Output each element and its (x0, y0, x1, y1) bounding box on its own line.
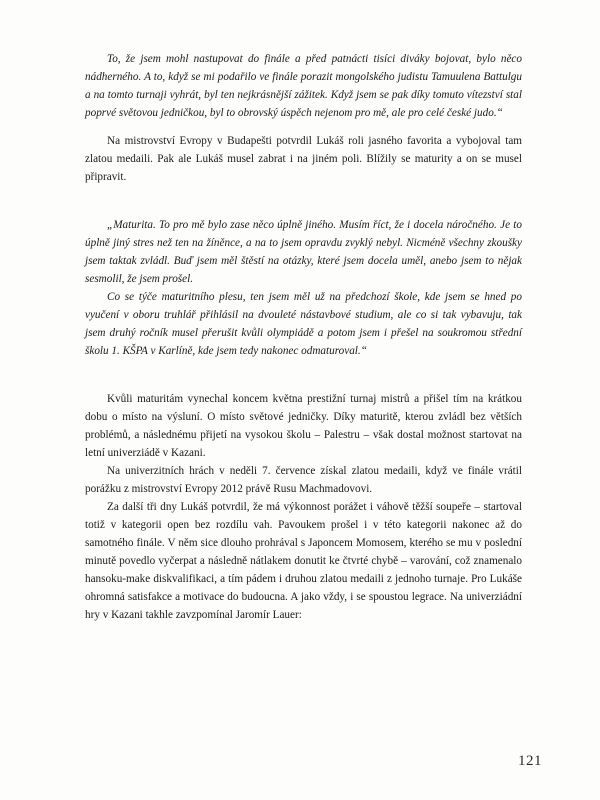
page-number: 121 (518, 753, 542, 769)
paragraph: Kvůli maturitám vynechal koncem května prestižní turnaj mistrů a přišel tím na krátkou dobu o místo na výsluní. O místo světové jedničky. Díky maturitě, kterou zvládl bez větších problémů, a následnému přijetí na vysokou školu – Palestru – však dostal možnost startovat na letní univerziádě v Kazani. (85, 393, 522, 459)
paragraph: To, že jsem mohl nastupovat do finále a před patnácti tisíci diváky bojovat, bylo něco nádherného. A to, když se mi podařilo ve finále porazit mongolského judistu Tamuulena Battulgu a na tomto turnaji vyhrát, byl ten nejkrásnější zážitek. Když jsem se pak díky tomuto vítezství stal poprvé světovou jedničkou, byl to obrovský úspěch nejenom pro mě, ale pro celé české judo.“ (85, 53, 522, 119)
paragraph: „Maturita. To pro mě bylo zase něco úplně jiného. Musím říct, že i docela náročného. Je to úplně jiný stres než ten na žíněnce, a na to jsem opravdu zvyklý nebyl. Nicméně všechny zkoušky jsem taktak zvládl. Buď jsem měl štěstí na otázky, které jsem docela uměl, anebo jsem to nějak sesmolil, že jsem prošel. (85, 219, 522, 285)
paragraph: Co se týče maturitního plesu, ten jsem měl už na předchozí škole, kde jsem se hned po vyučení v oboru truhlář přihlásil na dvouleté nástavbové studium, ale co si tak vybavuju, tak jsem druhý ročník musel přerušit kvůli olympiádě a potom jsem i přešel na soukromou střední školu 1. KŠPA v Karlíně, kde jsem tedy nakonec odmaturoval.“ (85, 291, 522, 357)
text-block (85, 50, 522, 624)
paragraph: Na univerzitních hrách v neděli 7. července získal zlatou medaili, když ve finále vrátil porážku z mistrovství Evropy 2012 právě Rusu Machmadovovi. (85, 465, 522, 495)
paragraph: Za další tři dny Lukáš potvrdil, že má výkonnost porážet i váhově těžší soupeře – startoval totiž v kategorii open bez rozdílu vah. Pavoukem prošel i v této kategorii nakonec až do samotného finále. V něm sice dlouho prohrával s Japoncem Momosem, kterého se mu v poslední minutě povedlo vyčerpat a následně nátlakem donutit ke čtvrté chybě – varování, což znamenalo hansoku-make diskvalifikaci, a tím pádem i druhou zlatou medaili z jednoho turnaje. Pro Lukáše ohromná satisfakce a motivace do budoucna. A jako vždy, i se spoustou legrace. Na univerziádní hry v Kazani takhle zavzpomínal Jaromír Lauer: (85, 501, 522, 621)
paragraph: Na mistrovství Evropy v Budapešti potvrdil Lukáš roli jasného favorita a vybojoval tam zlatou medaili. Pak ale Lukáš musel zabrat i na jiném poli. Blížily se maturity a on se musel připravit. (85, 135, 522, 183)
